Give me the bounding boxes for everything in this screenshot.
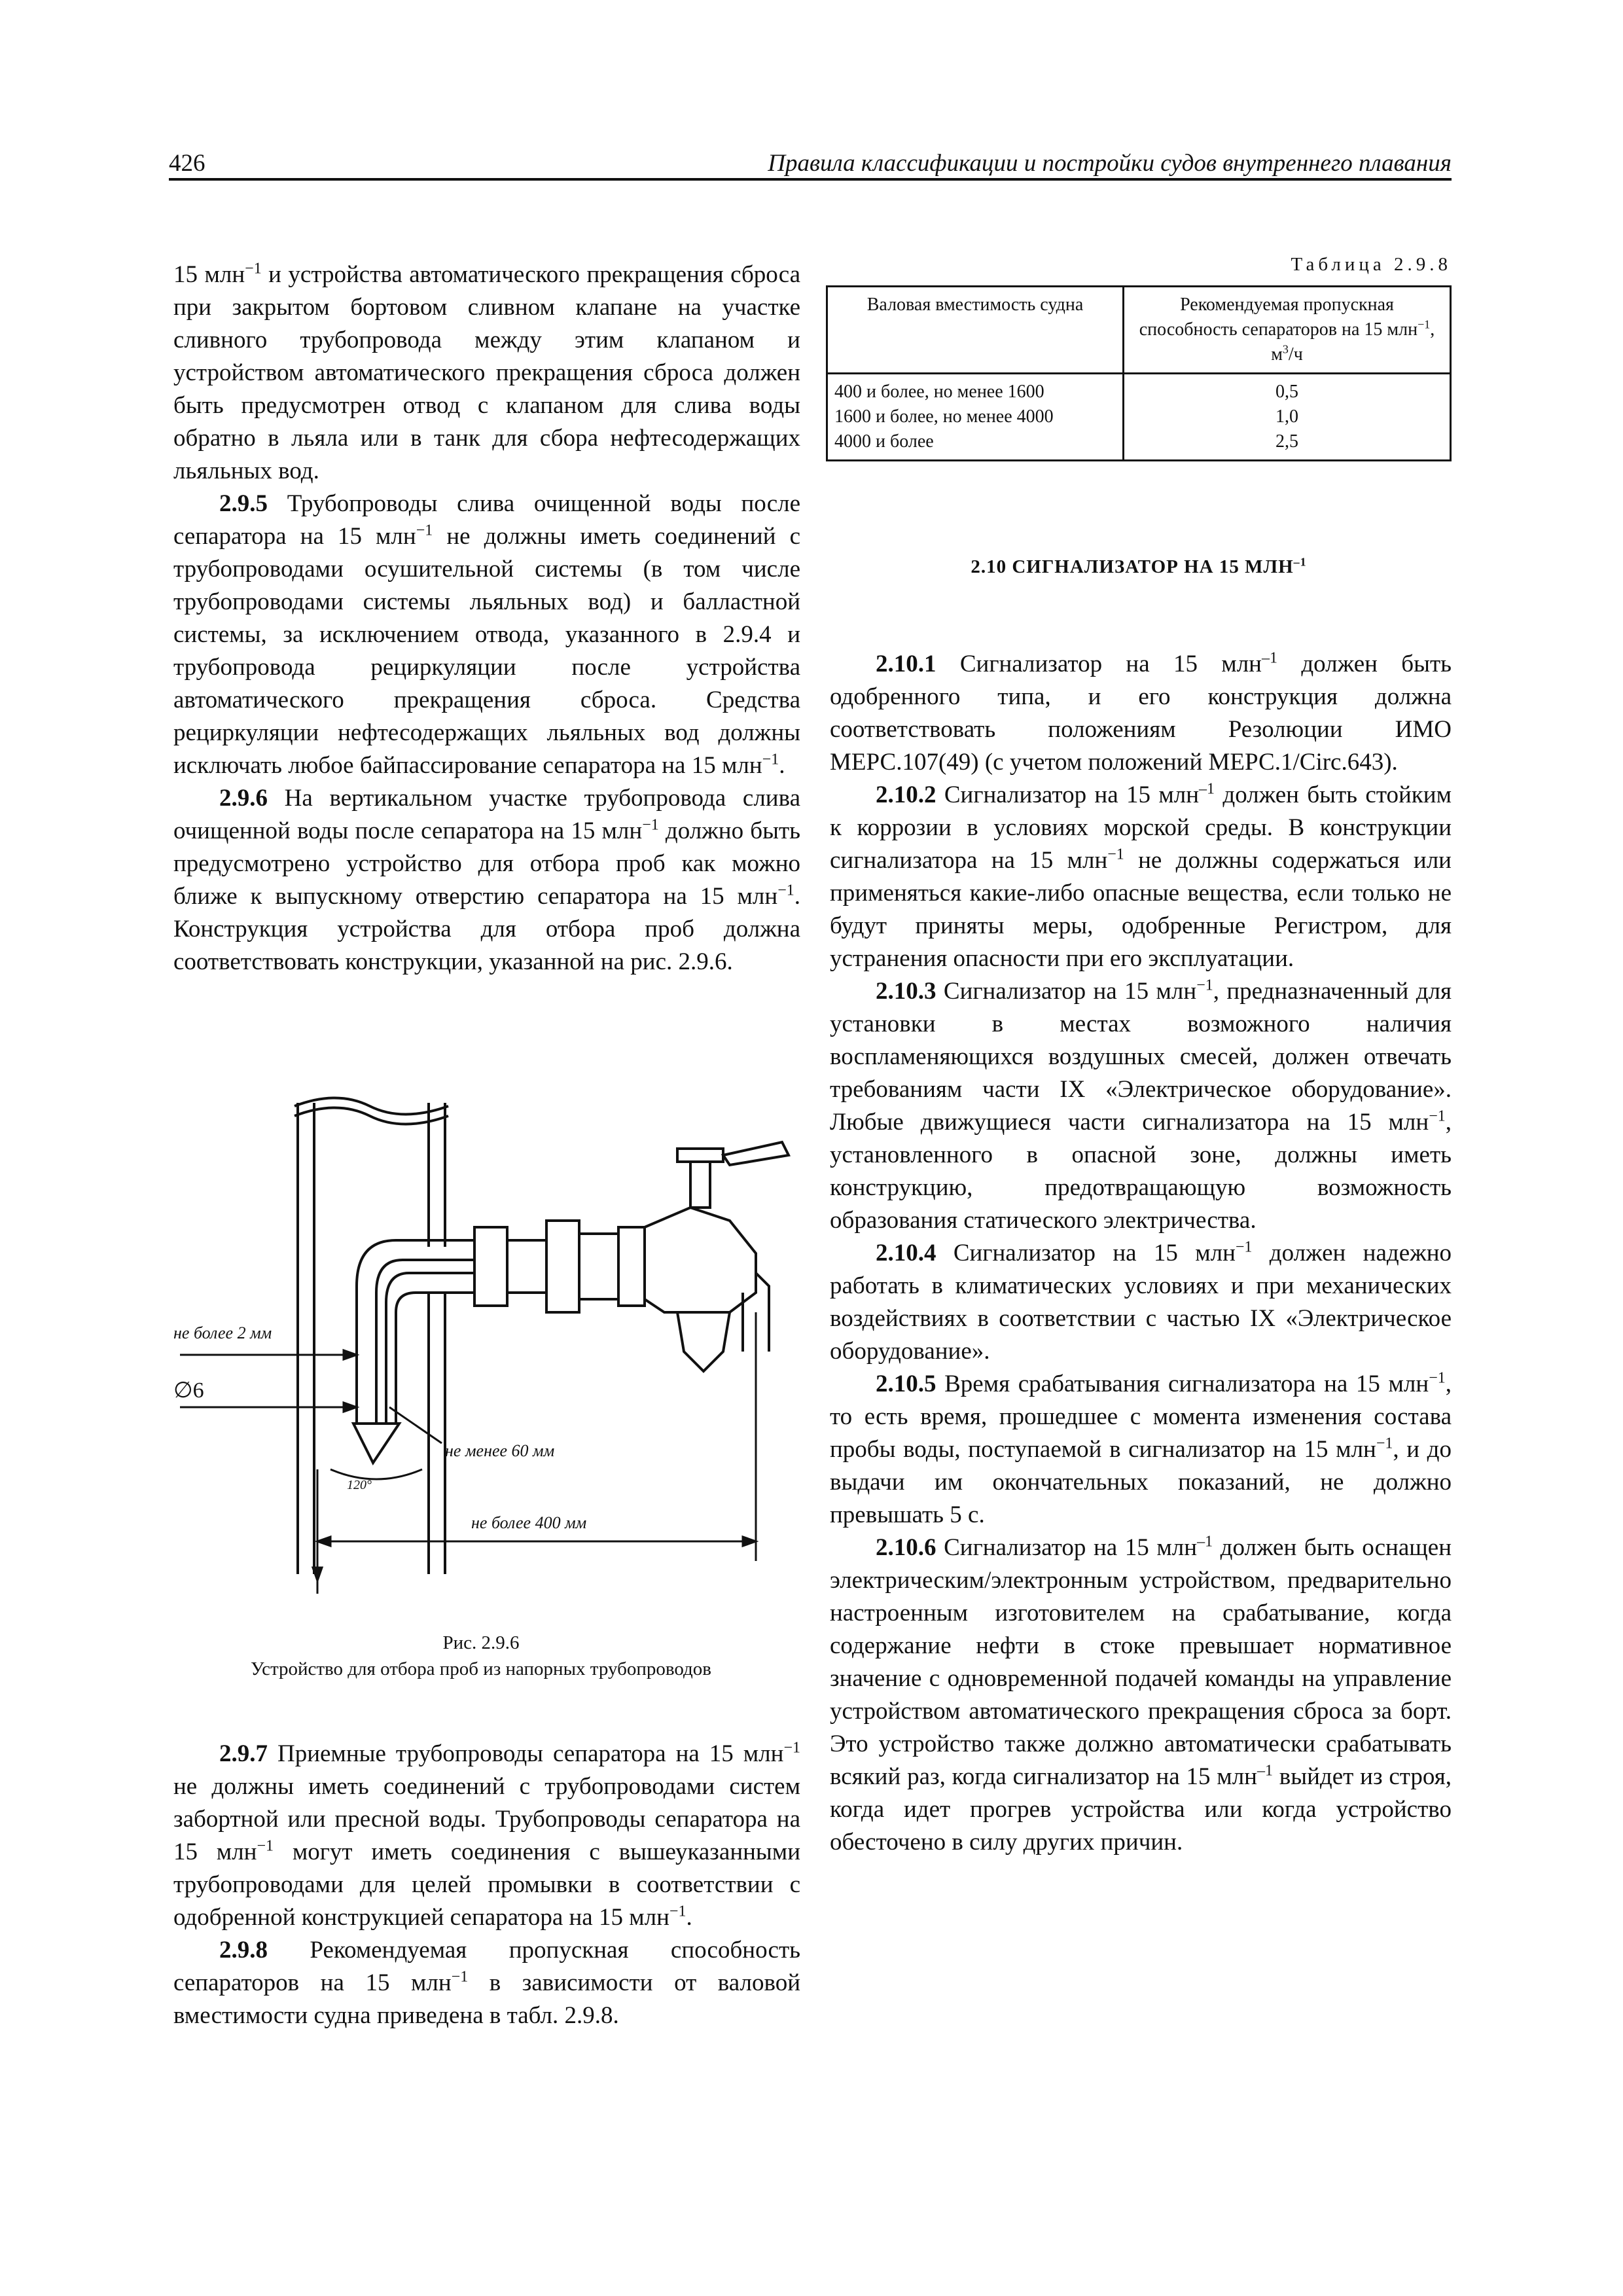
paragraph-2-10-4: 2.10.4 Сигнализатор на 15 млн$^{-1}$ должен надежно работать в климатических условиях и при механических воздействиях в соответствии с частью IX «Электрическое оборудование». (830, 1238, 1452, 1365)
sampling-device-drawing (167, 1077, 795, 1613)
separator-capacity-table (826, 285, 1452, 461)
label-gap: не более 2 мм (173, 1323, 272, 1342)
paragraph-2-9-8: 2.9.8 Рекомендуемая пропускная способность сепараторов на 15 млн$^{-1}$ в зависимости от валовой вместимости судна приведена в табл. 2.9.8. (173, 1937, 801, 2029)
table-cell-tonnage: 400 и более, но менее 1600 1600 и более, но менее 4000 4000 и более (827, 374, 1124, 461)
figure-caption-text: Устройство для отбора проб из напорных трубопроводов (251, 1659, 711, 1679)
table-cell-capacity: 0,5 1,0 2,5 (1124, 374, 1451, 461)
left-column-text (173, 259, 800, 978)
figure-sampling-device (167, 1077, 795, 1613)
header-rule (169, 178, 1452, 181)
table-row (827, 374, 1451, 461)
table-header-row (827, 287, 1451, 374)
figure-caption (167, 1630, 795, 1682)
label-angle: 120° (347, 1478, 372, 1492)
paragraph-2-10-2: 2.10.2 Сигнализатор на 15 млн$^{-1}$ должен быть стойким к коррозии в условиях морской среды. В конструкции сигнализатора на 15 млн$^{-1}$ не должны содержаться или применяться какие-либо опасные вещества, если только не будут приняты меры, одобренные Регистром, для устранения опасности при его эксплуатации. (830, 780, 1452, 972)
paragraph-2-9-6: 2.9.6 На вертикальном участке трубопровода слива очищенной воды после сепаратора на 15 млн$^{-1}$ должно быть предусмотрено устройство для отбора проб как можно ближе к выпускному отверстию сепаратора на 15 млн$^{-1}$. Конструкция устройства для отбора проб должна соответствовать конструкции, указанной на рис. 2.9.6. (173, 785, 800, 975)
paragraph-2-9-7: 2.9.7 Приемные трубопроводы сепаратора на 15 млн$^{-1}$ не должны иметь соединений с трубопроводами систем забортной или пресной воды. Трубопроводы сепаратора на 15 млн$^{-1}$ могут иметь соединения с вышеуказанными трубопроводами для целей промывки в соответствии с одобренной конструкцией сепаратора на 15 млн$^{-1}$. (173, 1739, 801, 1931)
paragraph-2-10-1: 2.10.1 Сигнализатор на 15 млн$^{-1}$ должен быть одобренного типа, и его конструкция должна соответствовать положениям Резолюции ИМО МЕРС.107(49) (с учетом положений МЕРС.1/Circ.643). (830, 649, 1452, 776)
paragraph-2-9-4-continued: 15 млн$^{-1}$ и устройства автоматического прекращения сброса при закрытом бортовом сливном клапане на участке сливного трубопровода между этим клапаном и устройством автоматического прекращения сброса должен быть предусмотрен отвод с клапаном для слива воды обратно в льяла или в танк для сбора нефтесодержащих льяльных вод. (173, 260, 801, 484)
paragraph-2-10-6: 2.10.6 Сигнализатор на 15 млн$^{-1}$ должен быть оснащен электрическим/электронным устройством, предварительно настроенным изготовителем на срабатывание, когда содержание нефти в стоке превышает нормативное значение с одновременной подачей команды на управление устройством автоматического прекращения сброса за борт. Это устройство также должно автоматически срабатывать всякий раз, когда сигнализатор на 15 млн$^{-1}$ выйдет из строя, когда идет прогрев устройства или когда устройство обесточено в силу других причин. (830, 1533, 1452, 1856)
table-header-tonnage: Валовая вместимость судна (827, 287, 1124, 374)
table-header-capacity: Рекомендуемая пропускная способность сепараторов на 15 млн$^{-1}$, $м^3/ч$ (1124, 287, 1451, 374)
running-title: Правила классификации и постройки судов внутреннего плавания (768, 150, 1452, 177)
paragraph-2-10-3: 2.10.3 Сигнализатор на 15 млн$^{-1}$, предназначенный для установки в местах возможного наличия воспламеняющихся воздушных смесей, должен отвечать требованиям части IX «Электрическое оборудование». Любые движущиеся части сигнализатора на 15 млн$^{-1}$, установленного в опасной зоне, должны иметь конструкцию, предотвращающую возможность образования статического электричества. (830, 977, 1452, 1234)
paragraph-2-10-5: 2.10.5 Время срабатывания сигнализатора на 15 млн$^{-1}$, то есть время, прошедшее с момента изменения состава пробы воды, поступаемой в сигнализатор на 15 млн$^{-1}$, и до выдачи им окончательных показаний, не должно превышать 5 с. (830, 1369, 1452, 1528)
page-header (169, 149, 1452, 178)
page-number: 426 (169, 150, 205, 177)
label-min-length: не менее 60 мм (445, 1441, 555, 1460)
section-heading-2-10: 2.10 СИГНАЛИЗАТОР НА 15 $МЛН^{-1}$ (971, 555, 1307, 577)
figure-caption-title: Рис. 2.9.6 (442, 1632, 520, 1653)
right-column-text (830, 648, 1452, 1859)
paragraph-2-9-5: 2.9.5 Трубопроводы слива очищенной воды после сепаратора на 15 млн$^{-1}$ не должны иметь соединений с трубопроводами осушительной системы (в том числе трубопроводами системы льяльных вод) и балластной системы, за исключением отвода, указанного в 2.9.4 и трубопровода рециркуляции после устройства автоматического прекращения сброса. Средства рециркуляции нефтесодержащих льяльных вод должны исключать любое байпассирование сепаратора на 15 млн$^{-1}$. (173, 490, 800, 779)
label-max-length: не более 400 мм (471, 1513, 587, 1532)
table-label: Таблица 2.9.8 (1291, 254, 1452, 275)
left-column-bottom-text (173, 1738, 800, 2032)
label-diameter: ∅6 (173, 1378, 204, 1403)
